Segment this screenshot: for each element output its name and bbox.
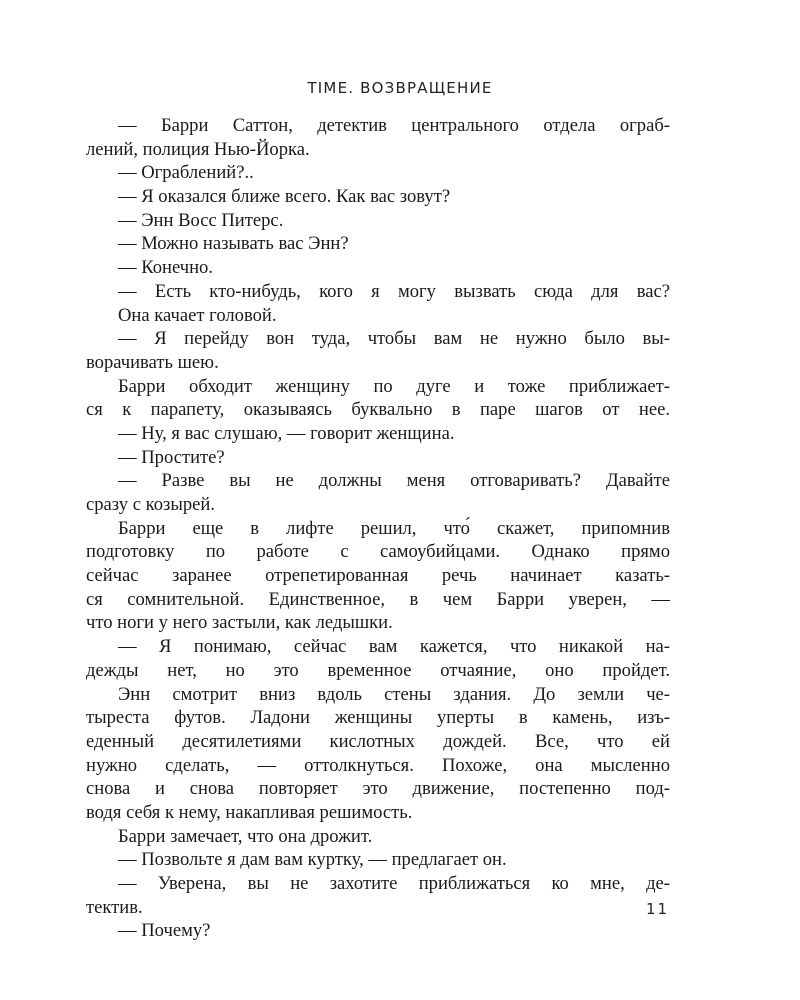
text-line: ся к парапету, оказываясь буквально в паре шагов от нее. <box>86 399 670 421</box>
text-line: — Простите? <box>118 446 225 468</box>
text-line: что ноги у него застыли, как ледышки. <box>86 612 393 634</box>
text-line: — Конечно. <box>118 257 214 279</box>
running-head: TIME. ВОЗВРАЩЕНИЕ <box>307 79 493 97</box>
text-line: — Энн Восс Питерс. <box>118 209 284 231</box>
text-line: дежды нет, но это временное отчаяние, оно пройдет. <box>86 659 670 681</box>
text-line: Энн смотрит вниз вдоль стены здания. До земли че- <box>118 683 670 705</box>
text-line: подготовку по работе с самоубийцами. Однако прямо <box>86 541 670 563</box>
text-line: лений, полиция Нью-Йорка. <box>86 138 310 160</box>
text-line: — Я оказался ближе всего. Как вас зовут? <box>118 186 451 208</box>
body-text <box>86 114 670 943</box>
text-line: сразу с козырей. <box>86 494 215 515</box>
text-line: водя себя к нему, накапливая решимость. <box>86 801 413 823</box>
text-line: — Ну, я вас слушаю, — говорит женщина. <box>118 422 455 444</box>
text-line: тектив. <box>86 896 143 918</box>
text-line: — Можно называть вас Энн? <box>118 233 349 255</box>
text-line: — Есть кто-нибудь, кого я могу вызвать сюда для вас? <box>118 280 670 302</box>
text-line: Она качает головой. <box>118 304 277 326</box>
text-line: сейчас заранее отрепетированная речь начинает казать- <box>86 565 670 587</box>
text-line: нужно сделать, — оттолкнуться. Похоже, она мысленно <box>86 754 670 776</box>
text-line: Барри обходит женщину по дуге и тоже приближает- <box>118 375 670 397</box>
text-line: — Я понимаю, сейчас вам кажется, что никакой на- <box>118 636 670 658</box>
text-line: — Позвольте я дам вам куртку, — предлагает он. <box>118 849 507 871</box>
text-line: ворачивать шею. <box>86 351 219 373</box>
text-line: — Я перейду вон туда, чтобы вам не нужно было вы- <box>118 328 670 350</box>
text-line: ся сомнительной. Единственное, в чем Барри уверен, — <box>86 588 670 610</box>
text-line: — Разве вы не должны меня отговаривать? Давайте <box>118 470 670 492</box>
text-line: снова и снова повторяет это движение, постепенно под- <box>86 778 670 800</box>
page-number: 11 <box>646 900 670 918</box>
text-line: еденный десятилетиями кислотных дождей. Все, что ей <box>86 730 670 752</box>
text-line: — Уверена, вы не захотите приближаться ко мне, де- <box>118 873 670 894</box>
text-line: — Почему? <box>118 920 211 942</box>
text-line: тыреста футов. Ладони женщины уперты в камень, изъ- <box>86 707 670 729</box>
text-line: Барри еще в лифте решил, что́ скажет, припомнив <box>118 517 670 539</box>
text-line: — Ограблений?.. <box>118 162 254 184</box>
text-line: Барри замечает, что она дрожит. <box>118 825 373 847</box>
text-line: — Барри Саттон, детектив центрального отдела ограб- <box>118 115 670 136</box>
